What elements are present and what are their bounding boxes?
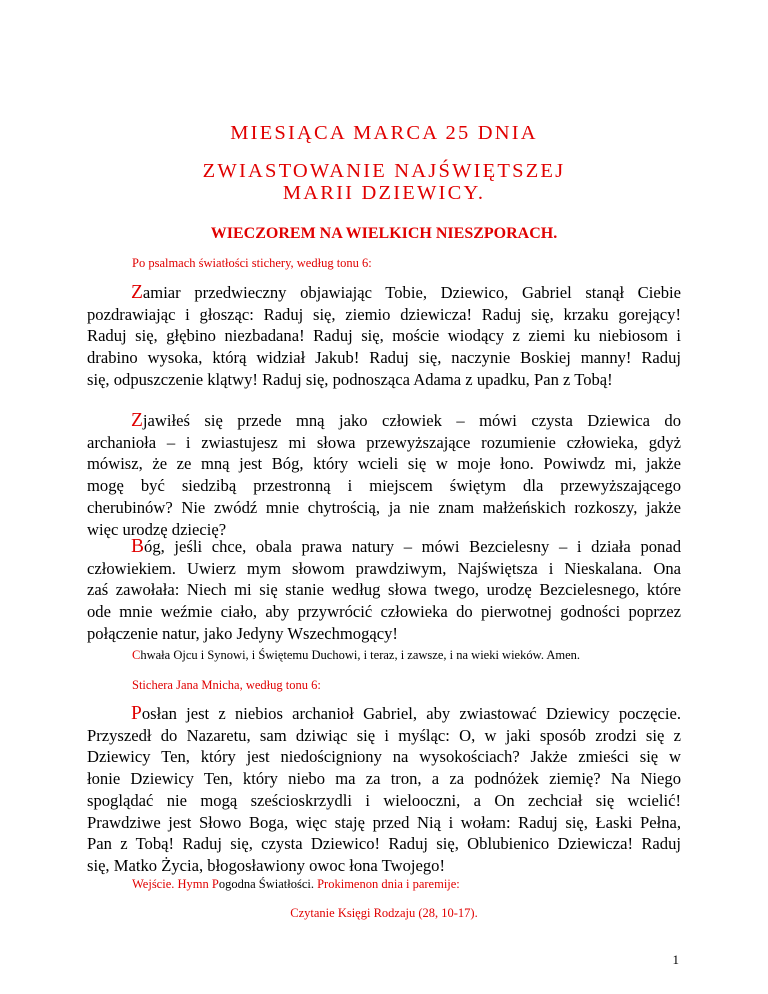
stichera-3-line: zaś zawołała: Niech mi się stanie według słowa twego, urodzę Bezcielesnego, które (87, 580, 681, 600)
stichera-2-line: mówisz, że ze mną jest Bóg, który wcieli się w moje łono. Powiwdz mi, jakże (87, 454, 681, 474)
entrance-rubric: Wejście. Hymn Pogodna Światłości. Prokimenon dnia i paremije: (132, 877, 460, 891)
stichera-2-line: Zjawiłeś się przede mną jako człowiek – mówi czysta Dziewica do (131, 410, 681, 431)
title-line-2: ZWIASTOWANIE NAJŚWIĘTSZEJ (202, 160, 566, 182)
stichera-1-line: Zamiar przedwieczny objawiając Tobie, Dziewico, Gabriel stanął Ciebie (131, 282, 681, 303)
stichera-1-line: Raduj się, głębino niezbadana! Raduj się, moście wiodący z ziemi ku niebiosom i (87, 326, 681, 346)
drop-letter: Z (131, 410, 143, 431)
drop-letter: Z (131, 282, 143, 303)
page-number: 1 (672, 952, 679, 967)
stichera-4-line: Posłan jest z niebios archanioł Gabriel, aby zwiastować Dziewicy poczęcie. (131, 703, 681, 724)
rubric-psalms: Po psalmach światłości stichery, według tonu 6: (132, 256, 372, 270)
stichera-3-line: połączenie natur, jako Jedyny Wszechmogący! (87, 623, 398, 643)
stichera-1-line: się, odpuszczenie klątwy! Raduj się, podnosząca Adama z upadku, Pan z Tobą! (87, 369, 613, 389)
stichera-4-line: Dziewicy Ten, który jest niedościgniony na wysokościach? Jakże zmieści się w (87, 747, 681, 767)
stichera-2-line: więc urodzę dziecię? (87, 519, 227, 539)
stichera-2-line: mogę być siedzibą przestronną i miejscem świętym dla przewyższającego (87, 476, 681, 496)
stichera-2-line: archanioła – i zwiastujesz mi słowa przewyższające rozumienie człowieka, gdyż (87, 432, 681, 452)
stichera-4-line: Przyszedł do Nazaretu, sam dziwiąc się i myśląc: O, w jaki sposób zrodzi się z (87, 725, 681, 745)
drop-letter: C (132, 648, 141, 662)
stichera-4-line: się, Matko Życia, błogosławiony owoc łona Twojego! (87, 855, 445, 875)
stichera-1-line: drabino wysoka, którą widział Jakub! Raduj się, naczynie Boskiej manny! Raduj (87, 348, 681, 368)
stichera-1 (87, 282, 681, 391)
drop-letter: P (131, 703, 142, 724)
rubric-john-monk: Stichera Jana Mnicha, według tonu 6: (132, 678, 321, 692)
stichera-4-line: spoglądać nie mogą sześcioskrzydli i wielooczni, a On zechciał się wcielić! (87, 790, 681, 810)
stichera-4-line: łonie Dziewicy Ten, który niebo ma za tron, a za podnóżek ziemię? Na Niego (87, 769, 681, 789)
stichera-4-line: Pan z Tobą! Raduj się, czysta Dziewico! Raduj się, Oblubienico Dziewicza! Raduj (87, 834, 681, 854)
stichera-4 (87, 703, 681, 877)
doxology: Chwała Ojcu i Synowi, i Świętemu Duchowi, i teraz, i zawsze, i na wieki wieków. Amen. (132, 648, 581, 662)
stichera-2-line: cherubinów? Nie zwódź mnie chytrością, ja nie znam małżeńskich rozkoszy, jakże (87, 497, 681, 517)
stichera-3-line: ode mnie weźmie ciało, aby przywrócić człowieka do pierwotnej godności poprzez (87, 602, 681, 622)
stichera-2 (87, 410, 681, 540)
stichera-3 (87, 536, 681, 645)
stichera-4-line: Prawdziwe jest Słowo Boga, więc staję przed Nią i wołam: Raduj się, Łaski Pełna, (87, 812, 681, 832)
drop-letter: B (131, 536, 145, 557)
stichera-1-line: pozdrawiając i głosząc: Raduj się, ziemio dziewicza! Raduj się, krzaku gorejący! (87, 304, 681, 324)
stichera-3-line: człowiekiem. Uwierz mym słowom prawdziwym, Najświętsza i Nieskalana. Ona (87, 558, 681, 578)
stichera-3-line: Bóg, jeśli chce, obala prawa natury – mówi Bezcielesny – i działa ponad (131, 536, 681, 557)
title-line-3: MARII DZIEWICY. (282, 182, 486, 204)
reading-heading: Czytanie Księgi Rodzaju (28, 10-17). (290, 906, 478, 920)
subtitle: WIECZOREM NA WIELKICH NIESZPORACH. (210, 225, 558, 242)
title-line-1: MIESIĄCA MARCA 25 DNIA (230, 122, 538, 144)
